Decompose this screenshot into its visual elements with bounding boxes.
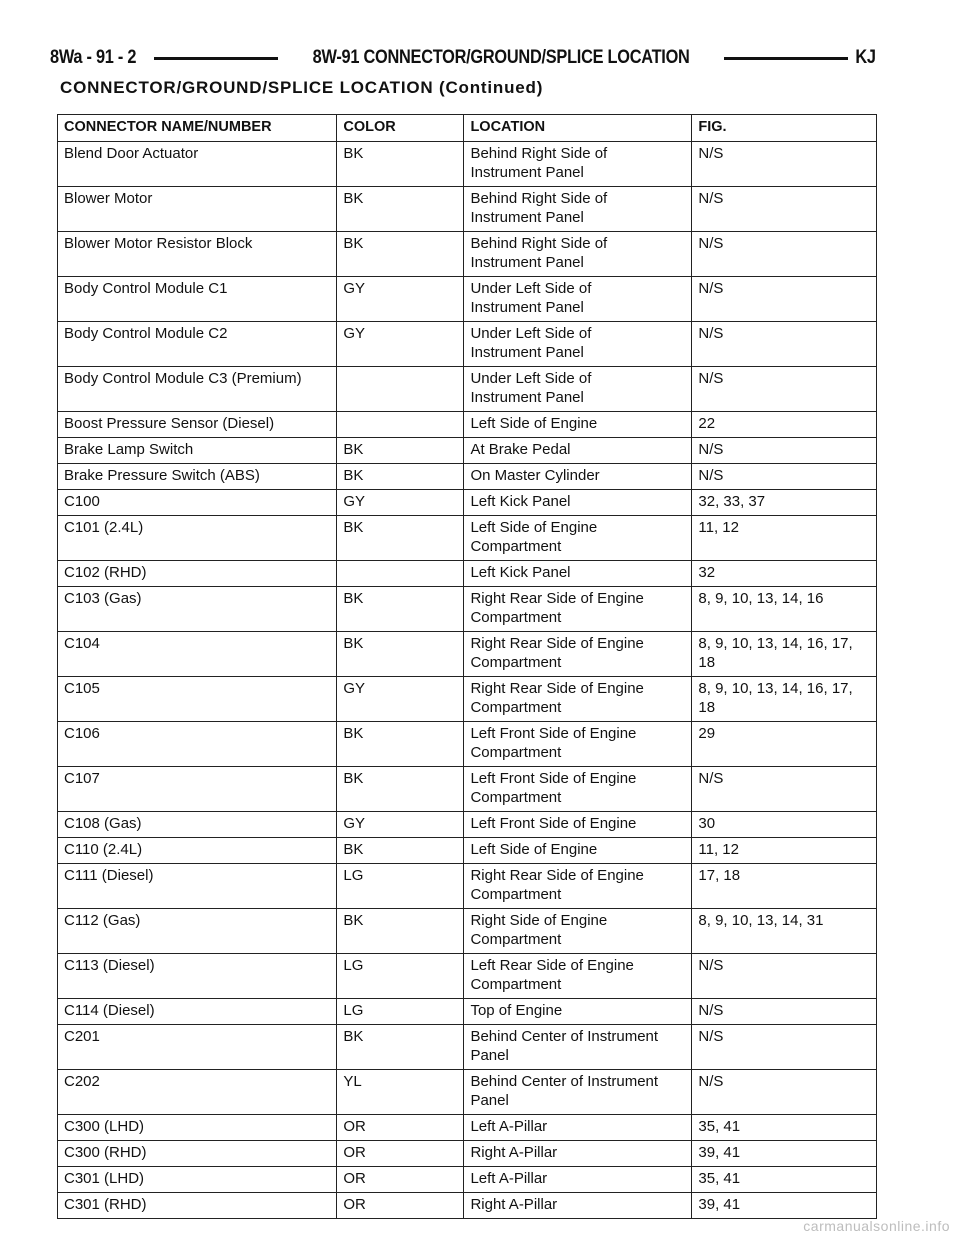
cell-color: GY [337,677,464,722]
cell-fig: 35, 41 [692,1167,877,1193]
cell-fig: N/S [692,1025,877,1070]
table-row [58,587,877,632]
cell-fig: 39, 41 [692,1141,877,1167]
cell-connector-name: C103 (Gas) [58,587,337,632]
table-row [58,1141,877,1167]
cell-color: GY [337,322,464,367]
cell-location: Right Rear Side of Engine Compartment [464,587,692,632]
cell-connector-name: C300 (LHD) [58,1115,337,1141]
cell-location: Left A-Pillar [464,1115,692,1141]
table-header-row [58,115,877,142]
cell-connector-name: Brake Lamp Switch [58,438,337,464]
column-header-connector-name: CONNECTOR NAME/NUMBER [58,115,337,142]
cell-location: Left Front Side of Engine Compartment [464,722,692,767]
cell-color: BK [337,909,464,954]
cell-location: Left Kick Panel [464,561,692,587]
cell-color: BK [337,232,464,277]
cell-location: Left Rear Side of Engine Compartment [464,954,692,999]
table-row [58,1025,877,1070]
page-number: 8Wa - 91 - 2 [50,47,137,68]
cell-fig: 39, 41 [692,1193,877,1219]
table-row [58,767,877,812]
cell-location: Left Front Side of Engine Compartment [464,767,692,812]
table-row [58,516,877,561]
cell-location: On Master Cylinder [464,464,692,490]
header-rule-right [724,57,848,60]
cell-color: BK [337,1025,464,1070]
cell-color: OR [337,1115,464,1141]
cell-fig: 8, 9, 10, 13, 14, 16, 17, 18 [692,632,877,677]
cell-fig: N/S [692,367,877,412]
cell-fig: N/S [692,277,877,322]
cell-fig: 32, 33, 37 [692,490,877,516]
table-row [58,322,877,367]
cell-connector-name: Brake Pressure Switch (ABS) [58,464,337,490]
cell-location: Under Left Side of Instrument Panel [464,277,692,322]
cell-location: Behind Right Side of Instrument Panel [464,142,692,187]
cell-fig: 29 [692,722,877,767]
page-subtitle: CONNECTOR/GROUND/SPLICE LOCATION (Continued) [60,78,544,97]
cell-color: YL [337,1070,464,1115]
cell-fig: 22 [692,412,877,438]
cell-location: Left Side of Engine [464,838,692,864]
cell-fig: N/S [692,999,877,1025]
cell-connector-name: Body Control Module C2 [58,322,337,367]
table-row [58,838,877,864]
cell-color: BK [337,587,464,632]
cell-fig: 8, 9, 10, 13, 14, 31 [692,909,877,954]
column-header-location: LOCATION [464,115,692,142]
cell-connector-name: C201 [58,1025,337,1070]
cell-location: Right Rear Side of Engine Compartment [464,632,692,677]
cell-connector-name: C100 [58,490,337,516]
cell-fig: N/S [692,1070,877,1115]
cell-connector-name: C105 [58,677,337,722]
cell-connector-name: C107 [58,767,337,812]
cell-color [337,412,464,438]
table-row [58,999,877,1025]
cell-connector-name: Body Control Module C1 [58,277,337,322]
table-row [58,677,877,722]
cell-fig: 8, 9, 10, 13, 14, 16, 17, 18 [692,677,877,722]
cell-connector-name: C101 (2.4L) [58,516,337,561]
cell-color: GY [337,812,464,838]
table-row [58,722,877,767]
cell-color: GY [337,490,464,516]
cell-connector-name: Blower Motor [58,187,337,232]
table-row [58,561,877,587]
cell-fig: 8, 9, 10, 13, 14, 16 [692,587,877,632]
cell-location: Left Side of Engine Compartment [464,516,692,561]
cell-connector-name: C301 (RHD) [58,1193,337,1219]
table-row [58,367,877,412]
cell-location: Left Kick Panel [464,490,692,516]
table-row [58,490,877,516]
cell-color: BK [337,142,464,187]
cell-color: LG [337,954,464,999]
cell-connector-name: C106 [58,722,337,767]
cell-fig: N/S [692,142,877,187]
table-row [58,954,877,999]
cell-connector-name: C202 [58,1070,337,1115]
cell-connector-name: C111 (Diesel) [58,864,337,909]
cell-location: Behind Center of Instrument Panel [464,1025,692,1070]
cell-connector-name: Body Control Module C3 (Premium) [58,367,337,412]
cell-color: BK [337,438,464,464]
cell-color: BK [337,464,464,490]
table-row [58,1070,877,1115]
cell-color [337,561,464,587]
cell-color: LG [337,864,464,909]
cell-color: GY [337,277,464,322]
table-row [58,438,877,464]
cell-location: Right Rear Side of Engine Compartment [464,677,692,722]
cell-color: BK [337,838,464,864]
cell-fig: N/S [692,438,877,464]
cell-fig: 35, 41 [692,1115,877,1141]
cell-connector-name: C110 (2.4L) [58,838,337,864]
table-row [58,864,877,909]
cell-fig: N/S [692,322,877,367]
cell-location: Under Left Side of Instrument Panel [464,322,692,367]
cell-connector-name: C112 (Gas) [58,909,337,954]
cell-fig: N/S [692,767,877,812]
watermark: carmanualsonline.info [803,1218,950,1234]
model-code: KJ [855,47,877,68]
cell-color: LG [337,999,464,1025]
cell-color: OR [337,1193,464,1219]
cell-location: At Brake Pedal [464,438,692,464]
cell-color: BK [337,632,464,677]
cell-fig: 17, 18 [692,864,877,909]
cell-fig: N/S [692,187,877,232]
cell-color: BK [337,722,464,767]
column-header-fig: FIG. [692,115,877,142]
table-row [58,632,877,677]
table-row [58,232,877,277]
cell-connector-name: C114 (Diesel) [58,999,337,1025]
cell-connector-name: Blower Motor Resistor Block [58,232,337,277]
cell-connector-name: Blend Door Actuator [58,142,337,187]
cell-color: OR [337,1141,464,1167]
table-row [58,909,877,954]
cell-connector-name: C113 (Diesel) [58,954,337,999]
cell-fig: 11, 12 [692,516,877,561]
cell-fig: 11, 12 [692,838,877,864]
cell-location: Left A-Pillar [464,1167,692,1193]
cell-location: Right Rear Side of Engine Compartment [464,864,692,909]
cell-location: Behind Right Side of Instrument Panel [464,187,692,232]
cell-connector-name: C301 (LHD) [58,1167,337,1193]
table-row [58,1115,877,1141]
header-rule-left [154,57,278,60]
cell-connector-name: C104 [58,632,337,677]
cell-color: BK [337,516,464,561]
cell-connector-name: Boost Pressure Sensor (Diesel) [58,412,337,438]
cell-location: Behind Center of Instrument Panel [464,1070,692,1115]
column-header-color: COLOR [337,115,464,142]
cell-location: Top of Engine [464,999,692,1025]
page-header [50,44,876,72]
cell-color: BK [337,767,464,812]
cell-fig: 32 [692,561,877,587]
cell-fig: N/S [692,464,877,490]
cell-fig: N/S [692,954,877,999]
cell-fig: N/S [692,232,877,277]
cell-location: Left Front Side of Engine [464,812,692,838]
cell-color: OR [337,1167,464,1193]
cell-fig: 30 [692,812,877,838]
cell-location: Left Side of Engine [464,412,692,438]
table-row [58,187,877,232]
table-row [58,812,877,838]
cell-color: BK [337,187,464,232]
table-row [58,464,877,490]
connector-location-table [57,114,877,1219]
cell-connector-name: C102 (RHD) [58,561,337,587]
table-row [58,1167,877,1193]
cell-location: Right A-Pillar [464,1193,692,1219]
table-row [58,1193,877,1219]
section-title: 8W-91 CONNECTOR/GROUND/SPLICE LOCATION [312,47,690,68]
cell-location: Under Left Side of Instrument Panel [464,367,692,412]
cell-connector-name: C108 (Gas) [58,812,337,838]
cell-color [337,367,464,412]
table-row [58,142,877,187]
cell-location: Right A-Pillar [464,1141,692,1167]
cell-connector-name: C300 (RHD) [58,1141,337,1167]
table-body [58,142,877,1219]
cell-location: Behind Right Side of Instrument Panel [464,232,692,277]
cell-location: Right Side of Engine Compartment [464,909,692,954]
table-row [58,277,877,322]
table-row [58,412,877,438]
